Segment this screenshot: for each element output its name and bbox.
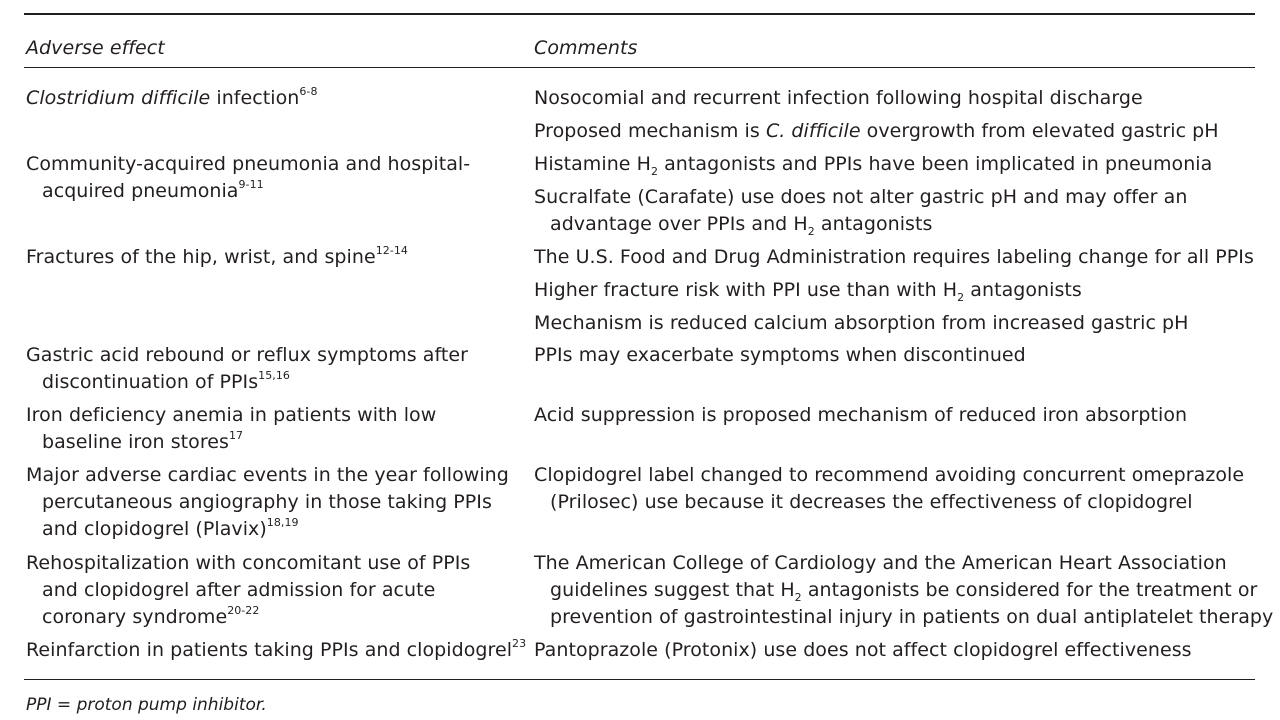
row-1-comment-1: Nosocomial and recurrent infection following hospital discharge — [534, 87, 1143, 109]
table-top-rule — [24, 13, 1255, 15]
row-3-comment-2: Higher fracture risk with PPI use than with $H_2$ antagonists — [534, 279, 1082, 304]
row-1-comment-2: Proposed mechanism is C. difficile overgrowth from elevated gastric pH — [534, 120, 1219, 142]
row-6-comment-1: Clopidogrel label changed to recommend avoiding concurrent omeprazole (Prilosec) use because it decreases the effectiveness of clopidogrel — [534, 464, 1245, 513]
table-bottom-rule — [24, 679, 1255, 680]
table-header-rule — [24, 67, 1255, 68]
row-3-comment-3: Mechanism is reduced calcium absorption from increased gastric pH — [534, 312, 1189, 334]
row-2-adverse-effect: Community-acquired pneumonia and hospital- acquired pneumonia$^{9-11}$ — [26, 153, 471, 202]
column-header-comments: Comments — [534, 37, 638, 59]
row-6-adverse-effect: Major adverse cardiac events in the year following percutaneous angiography in those taking PPIs and clopidogrel (Plavix)$^{18,19}$ — [26, 464, 509, 540]
row-1-adverse-effect: Clostridium difficile infection$^{6-8}$ — [26, 84, 318, 109]
row-3-comment-1: The U.S. Food and Drug Administration requires labeling change for all PPIs — [534, 246, 1254, 268]
row-4-comment-1: PPIs may exacerbate symptoms when discontinued — [534, 344, 1026, 366]
column-header-adverse-effect: Adverse effect — [26, 37, 165, 59]
table-footnote: PPI = proton pump inhibitor. — [26, 695, 267, 715]
row-2-comment-2: Sucralfate (Carafate) use does not alter gastric pH and may offer an advantage over PPIs and $H_2$ antagonists — [534, 186, 1188, 238]
row-5-adverse-effect: Iron deficiency anemia in patients with low baseline iron stores$^{17}$ — [26, 404, 437, 453]
row-4-adverse-effect: Gastric acid rebound or reflux symptoms after discontinuation of PPIs$^{15,16}$ — [26, 344, 468, 393]
row-8-adverse-effect: Reinfarction in patients taking PPIs and clopidogrel$^{23}$ — [26, 636, 527, 661]
row-3-adverse-effect: Fractures of the hip, wrist, and spine$^{12-14}$ — [26, 243, 408, 268]
row-7-comment-1: The American College of Cardiology and the American Heart Association guidelines suggest that $H_2$ antagonists be considered for the treatment or prevention of gastrointestinal injury in patients on dual antiplatelet therapy — [534, 552, 1274, 628]
row-5-comment-1: Acid suppression is proposed mechanism of reduced iron absorption — [534, 404, 1188, 426]
row-7-adverse-effect: Rehospitalization with concomitant use of PPIs and clopidogrel after admission for acute coronary syndrome$^{20-22}$ — [26, 552, 471, 628]
row-8-comment-1: Pantoprazole (Protonix) use does not affect clopidogrel effectiveness — [534, 639, 1192, 661]
row-2-comment-1: Histamine $H_2$ antagonists and PPIs have been implicated in pneumonia — [534, 153, 1213, 178]
